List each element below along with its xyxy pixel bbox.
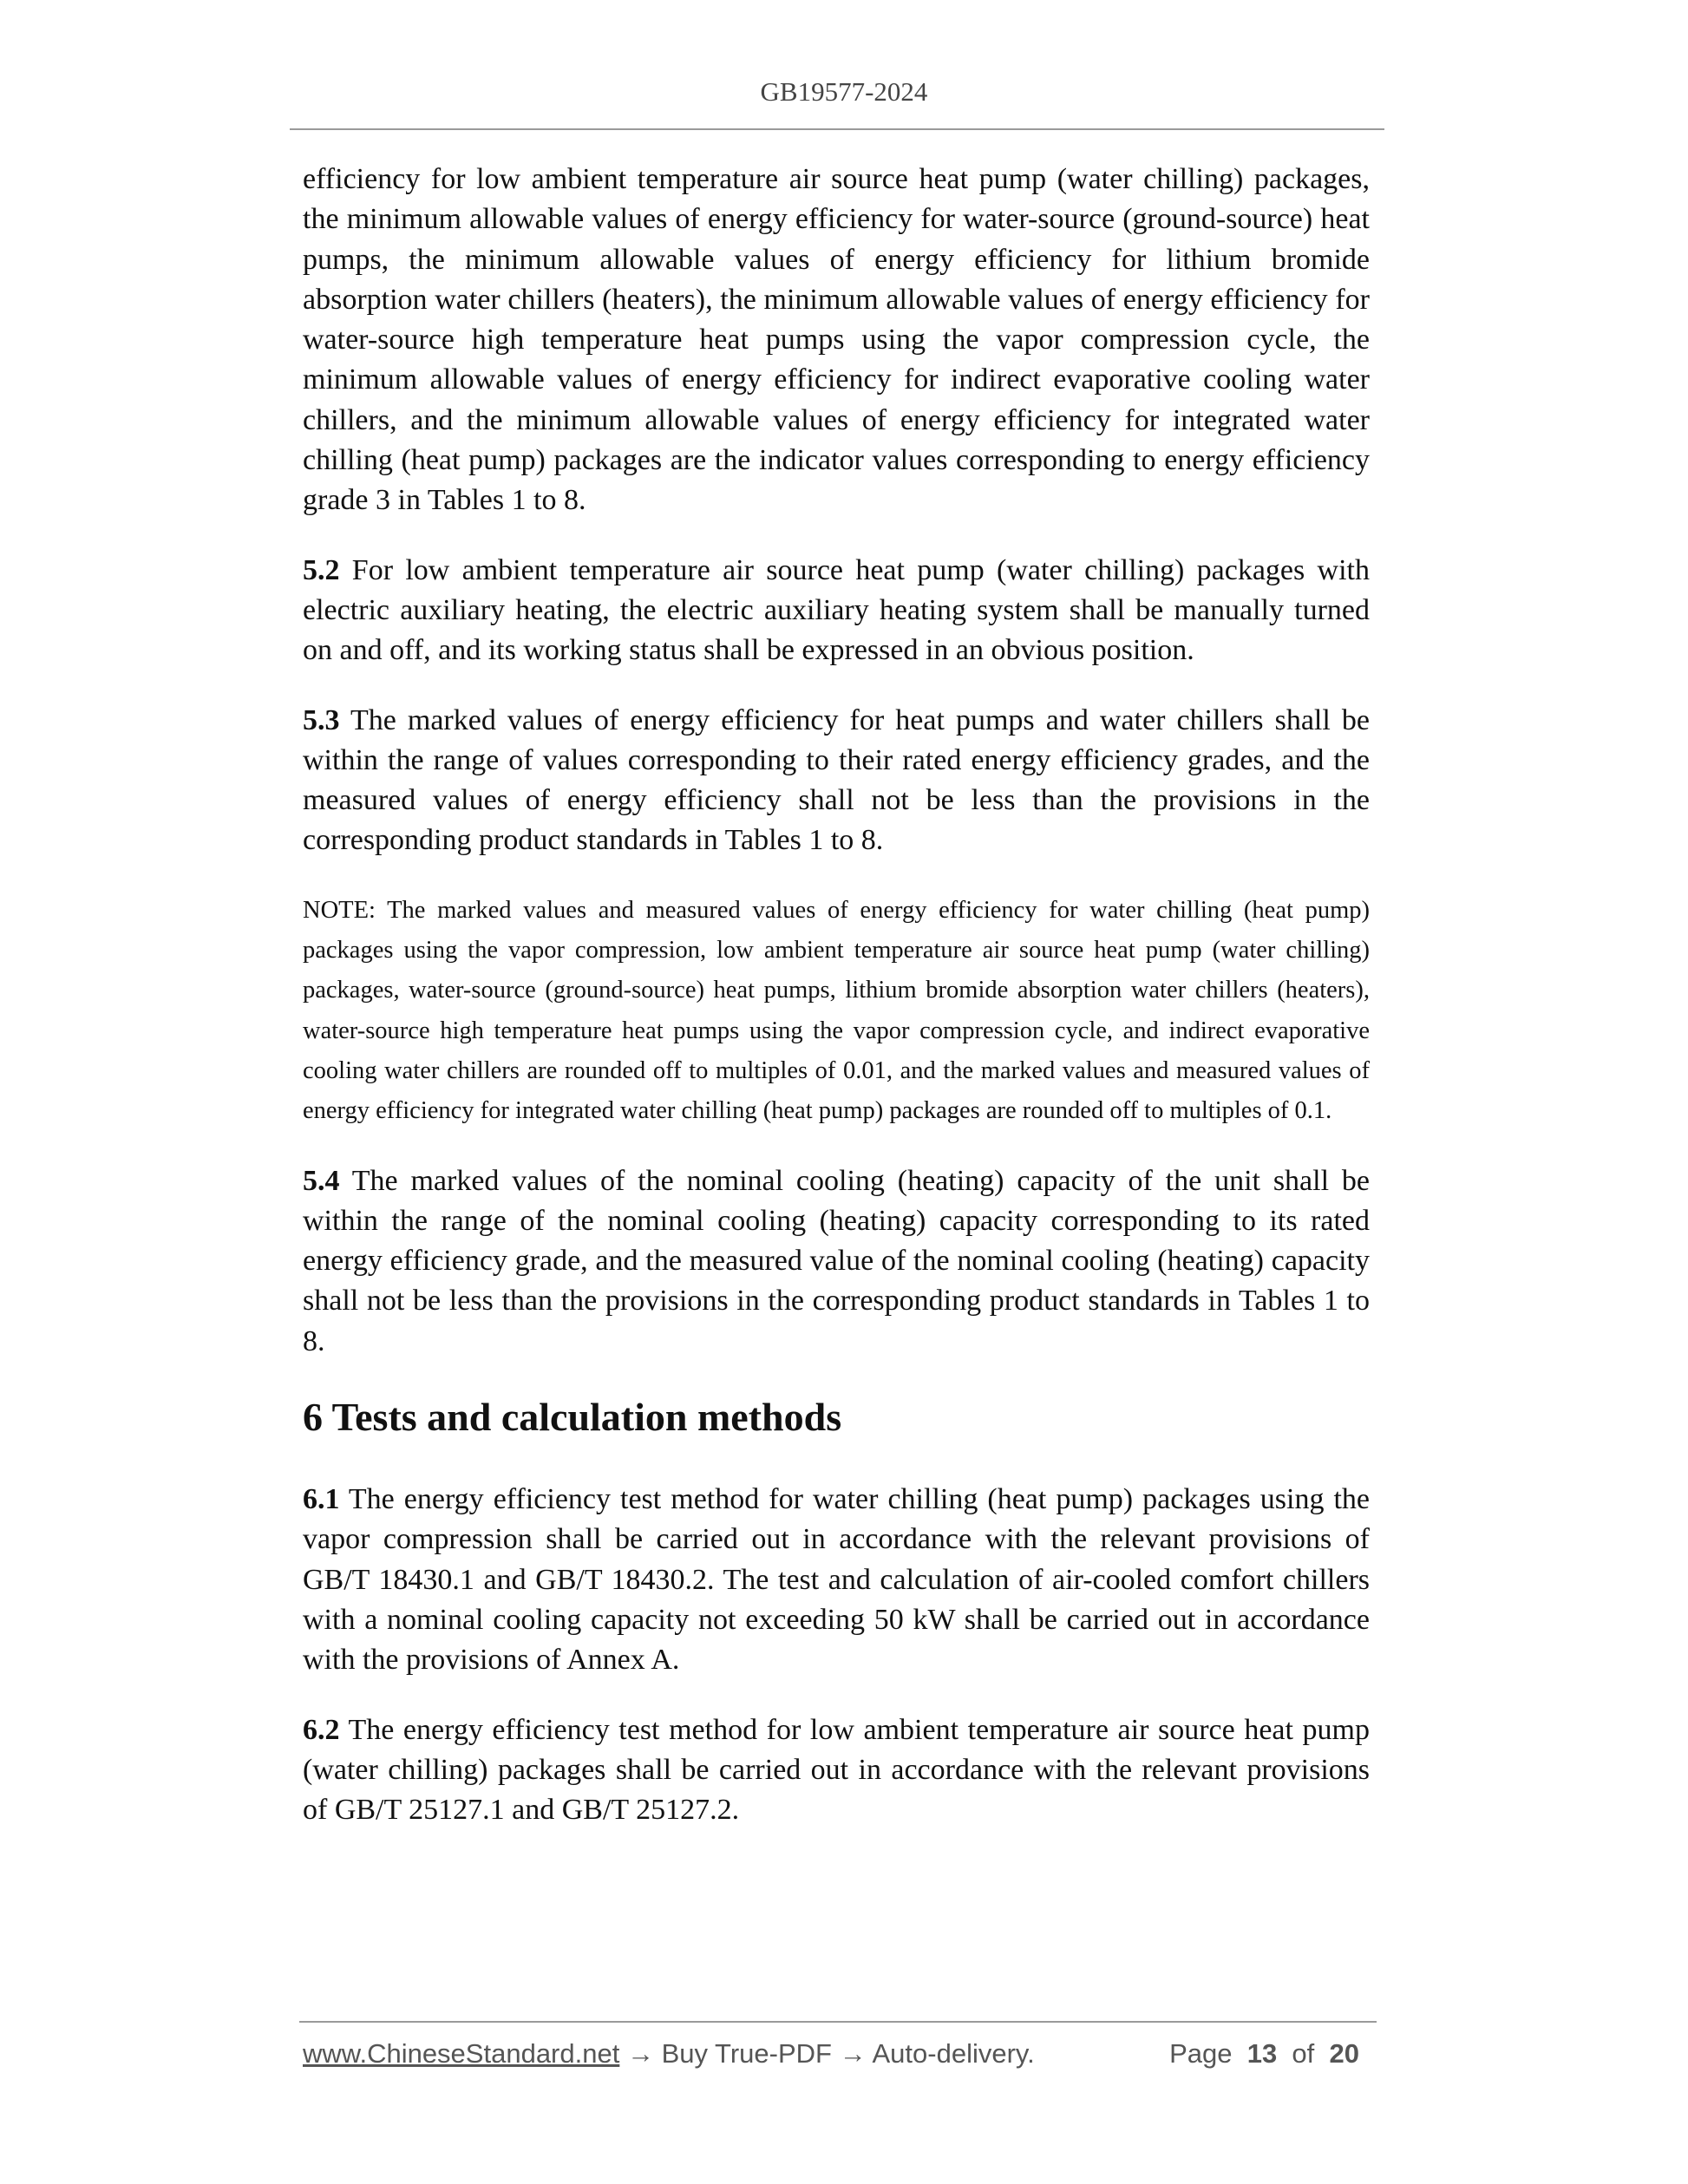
clause-5-2 — [303, 551, 1370, 671]
document-code-header: GB19577-2024 — [760, 76, 928, 107]
section-heading-6: 6 Tests and calculation methods — [303, 1395, 842, 1440]
clause-6-2 — [303, 1710, 1370, 1831]
header-divider — [290, 128, 1384, 130]
intro-paragraph: efficiency for low ambient temperature air source heat pump (water chilling) packages, the minimum allowable values of energy efficiency for water-source (ground-source) heat pumps, the minimum allowable values of energy efficiency for lithium bromide absorption water chillers (heaters), the minimum allowable values of energy efficiency for water-source high temperature heat pumps using the vapor compression cycle, the minimum allowable values of energy efficiency for indirect evaporative cooling water chillers, and the minimum allowable values of energy efficiency for integrated water chilling (heat pump) packages are the indicator values corresponding to energy efficiency grade 3 in Tables 1 to 8. — [303, 163, 1370, 517]
clause-5-4 — [303, 1161, 1370, 1362]
page-of-label: of — [1292, 2038, 1315, 2069]
clause-6-1 — [303, 1480, 1370, 1680]
clause-number: 5.2 — [303, 553, 340, 586]
arrow-right-icon: → — [839, 2038, 867, 2069]
clause-text: The energy efficiency test method for water chilling (heat pump) packages using the vapor compression shall be carried out in accordance with the relevant provisions of GB/T 18430.1 and GB/T 18430.2. The test and calculation of air-cooled comfort chillers with a nominal cooling capacity not exceeding 50 kW shall be carried out in accordance with the provisions of Annex A. — [303, 1483, 1370, 1677]
website-link[interactable]: www.ChineseStandard.net — [303, 2038, 620, 2069]
clause-number: 6.2 — [303, 1713, 340, 1746]
clause-text: The energy efficiency test method for low ambient temperature air source heat pump (water chilling) packages shall be carried out in accordance with the relevant provisions of GB/T 25127.1 and GB/T 25127.2. — [303, 1713, 1370, 1827]
total-pages: 20 — [1329, 2038, 1359, 2069]
footer-promo — [303, 2037, 1035, 2071]
clause-number: 5.4 — [303, 1164, 340, 1197]
clause-number: 5.3 — [303, 703, 340, 736]
page-footer — [303, 2037, 1368, 2071]
current-page: 13 — [1246, 2038, 1278, 2069]
clause-text: The marked values of the nominal cooling (heating) capacity of the unit shall be within the range of the nominal cooling (heating) capacity corresponding to its rated energy efficiency grade, and the measured value of the nominal cooling (heating) capacity shall not be less than the provisions in the corresponding product standards in Tables 1 to 8. — [303, 1164, 1370, 1357]
clause-text: For low ambient temperature air source heat pump (water chilling) packages with electric auxiliary heating, the electric auxiliary heating system shall be manually turned on and off, and its working status shall be expressed in an obvious position. — [303, 553, 1370, 667]
note-paragraph: NOTE: The marked values and measured values of energy efficiency for water chilling (heat pump) packages using the vapor compression, low ambient temperature air source heat pump (water chilling) packages, water-source (ground-source) heat pumps, lithium bromide absorption water chillers (heaters), water-source high temperature heat pumps using the vapor compression cycle, and indirect evaporative cooling water chillers are rounded off to multiples of 0.01, and the marked values and measured values of energy efficiency for integrated water chilling (heat pump) packages are rounded off to multiples of 0.1. — [303, 896, 1370, 1125]
clause-number: 6.1 — [303, 1483, 340, 1516]
page-label: Page — [1169, 2038, 1233, 2069]
footer-divider — [299, 2021, 1377, 2023]
clause-text: The marked values of energy efficiency for heat pumps and water chillers shall be within the range of values corresponding to their rated energy efficiency grades, and the measured values of energy efficiency shall not be less than the provisions in the corresponding product standards in Tables 1 to 8. — [303, 703, 1370, 857]
clause-5-3 — [303, 701, 1370, 861]
footer-step-buy: Buy True-PDF — [661, 2038, 832, 2069]
page-content — [303, 160, 1370, 1860]
footer-step-delivery: Auto-delivery. — [872, 2038, 1035, 2069]
arrow-right-icon: → — [626, 2038, 654, 2069]
page-number — [1169, 2037, 1359, 2071]
